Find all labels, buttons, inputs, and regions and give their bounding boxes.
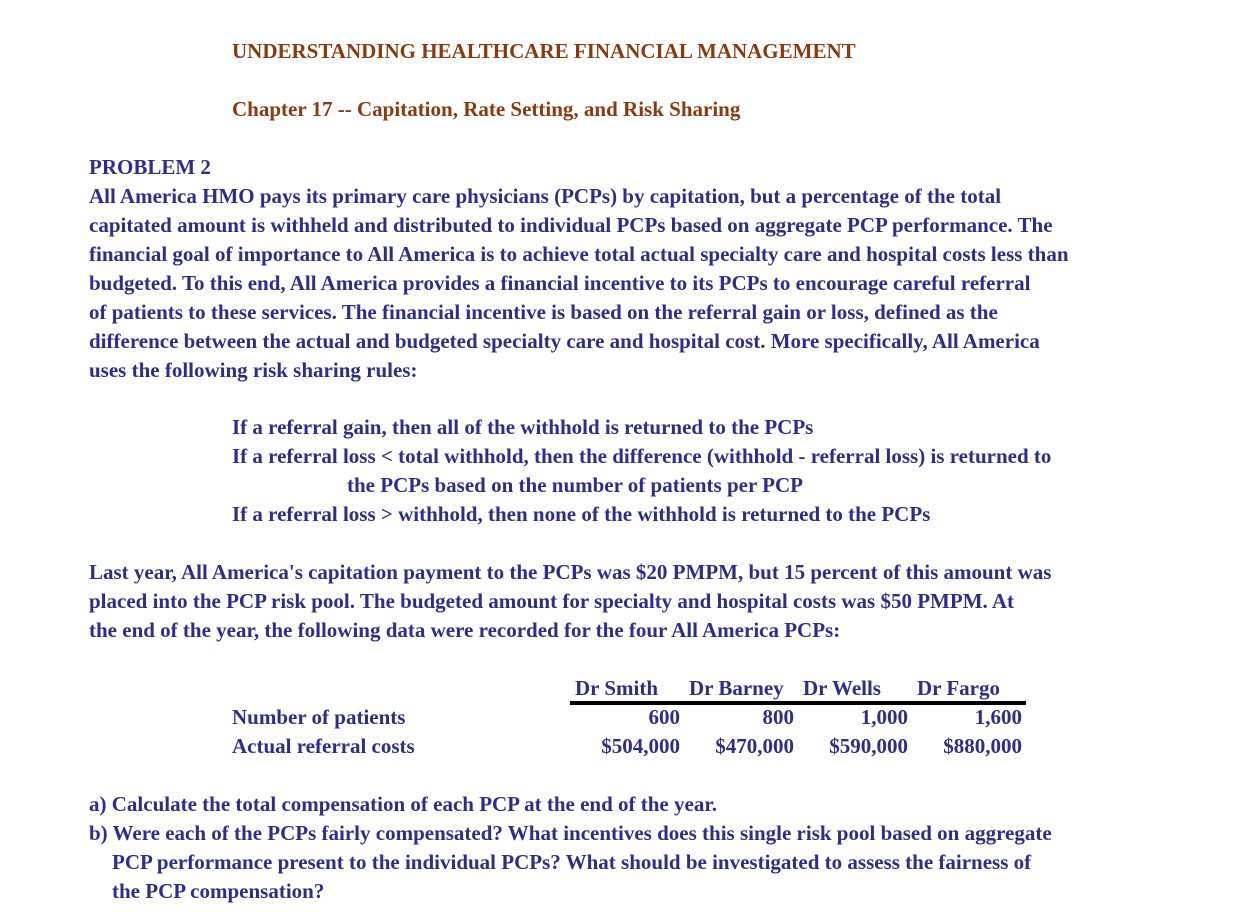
- table-cell: $504,000: [601, 734, 680, 758]
- intro-line: of patients to these services. The financial incentive is based on the referral gain or loss, defined as the: [89, 300, 998, 324]
- intro-line: capitated amount is withheld and distributed to individual PCPs based on aggregate PCP performance. The: [89, 213, 1053, 237]
- question-b-line: PCP performance present to the individual PCPs? What should be investigated to assess the fairness of: [112, 850, 1032, 874]
- table-cell: 1,600: [974, 705, 1022, 729]
- scenario-line: the end of the year, the following data were recorded for the four All America PCPs:: [89, 618, 841, 642]
- row-label-patients: Number of patients: [232, 705, 406, 729]
- risk-rule-loss-less: If a referral loss < total withhold, then the difference (withhold - referral loss) is returned to: [232, 444, 1052, 468]
- table-cell: 1,000: [860, 705, 908, 729]
- risk-rule-gain: If a referral gain, then all of the withhold is returned to the PCPs: [232, 415, 814, 439]
- question-b-line: the PCP compensation?: [112, 879, 325, 903]
- intro-line: financial goal of importance to All America is to achieve total actual specialty care and hospital costs less than: [89, 242, 1069, 266]
- table-cell: $880,000: [943, 734, 1022, 758]
- column-header-barney: Dr Barney: [689, 676, 784, 700]
- scenario-line: placed into the PCP risk pool. The budgeted amount for specialty and hospital costs was $50 PMPM. At: [89, 589, 1015, 613]
- risk-rule-loss-less-continued: the PCPs based on the number of patients per PCP: [347, 473, 803, 497]
- question-a: a) Calculate the total compensation of each PCP at the end of the year.: [89, 792, 717, 816]
- table-cell: 600: [648, 705, 680, 729]
- question-b-line: b) Were each of the PCPs fairly compensated? What incentives does this single risk pool based on aggregate: [89, 821, 1052, 845]
- chapter-title: Chapter 17 -- Capitation, Rate Setting, and Risk Sharing: [232, 97, 741, 121]
- table-cell: $470,000: [715, 734, 794, 758]
- risk-rule-loss-greater: If a referral loss > withhold, then none of the withhold is returned to the PCPs: [232, 502, 931, 526]
- column-header-wells: Dr Wells: [803, 676, 881, 700]
- document-title: UNDERSTANDING HEALTHCARE FINANCIAL MANAGEMENT: [232, 39, 856, 63]
- row-label-referral-costs: Actual referral costs: [232, 734, 415, 758]
- table-cell: 800: [762, 705, 794, 729]
- intro-line: budgeted. To this end, All America provides a financial incentive to its PCPs to encourage careful referral: [89, 271, 1031, 295]
- column-header-fargo: Dr Fargo: [917, 676, 1001, 700]
- intro-line: difference between the actual and budgeted specialty care and hospital cost. More specifically, All America: [89, 329, 1040, 353]
- scenario-line: Last year, All America's capitation payment to the PCPs was $20 PMPM, but 15 percent of this amount was: [89, 560, 1052, 584]
- intro-line: All America HMO pays its primary care physicians (PCPs) by capitation, but a percentage of the total: [89, 184, 1002, 208]
- intro-line: uses the following risk sharing rules:: [89, 358, 418, 382]
- column-header-smith: Dr Smith: [575, 676, 659, 700]
- table-cell: $590,000: [829, 734, 908, 758]
- problem-label: PROBLEM 2: [89, 155, 211, 179]
